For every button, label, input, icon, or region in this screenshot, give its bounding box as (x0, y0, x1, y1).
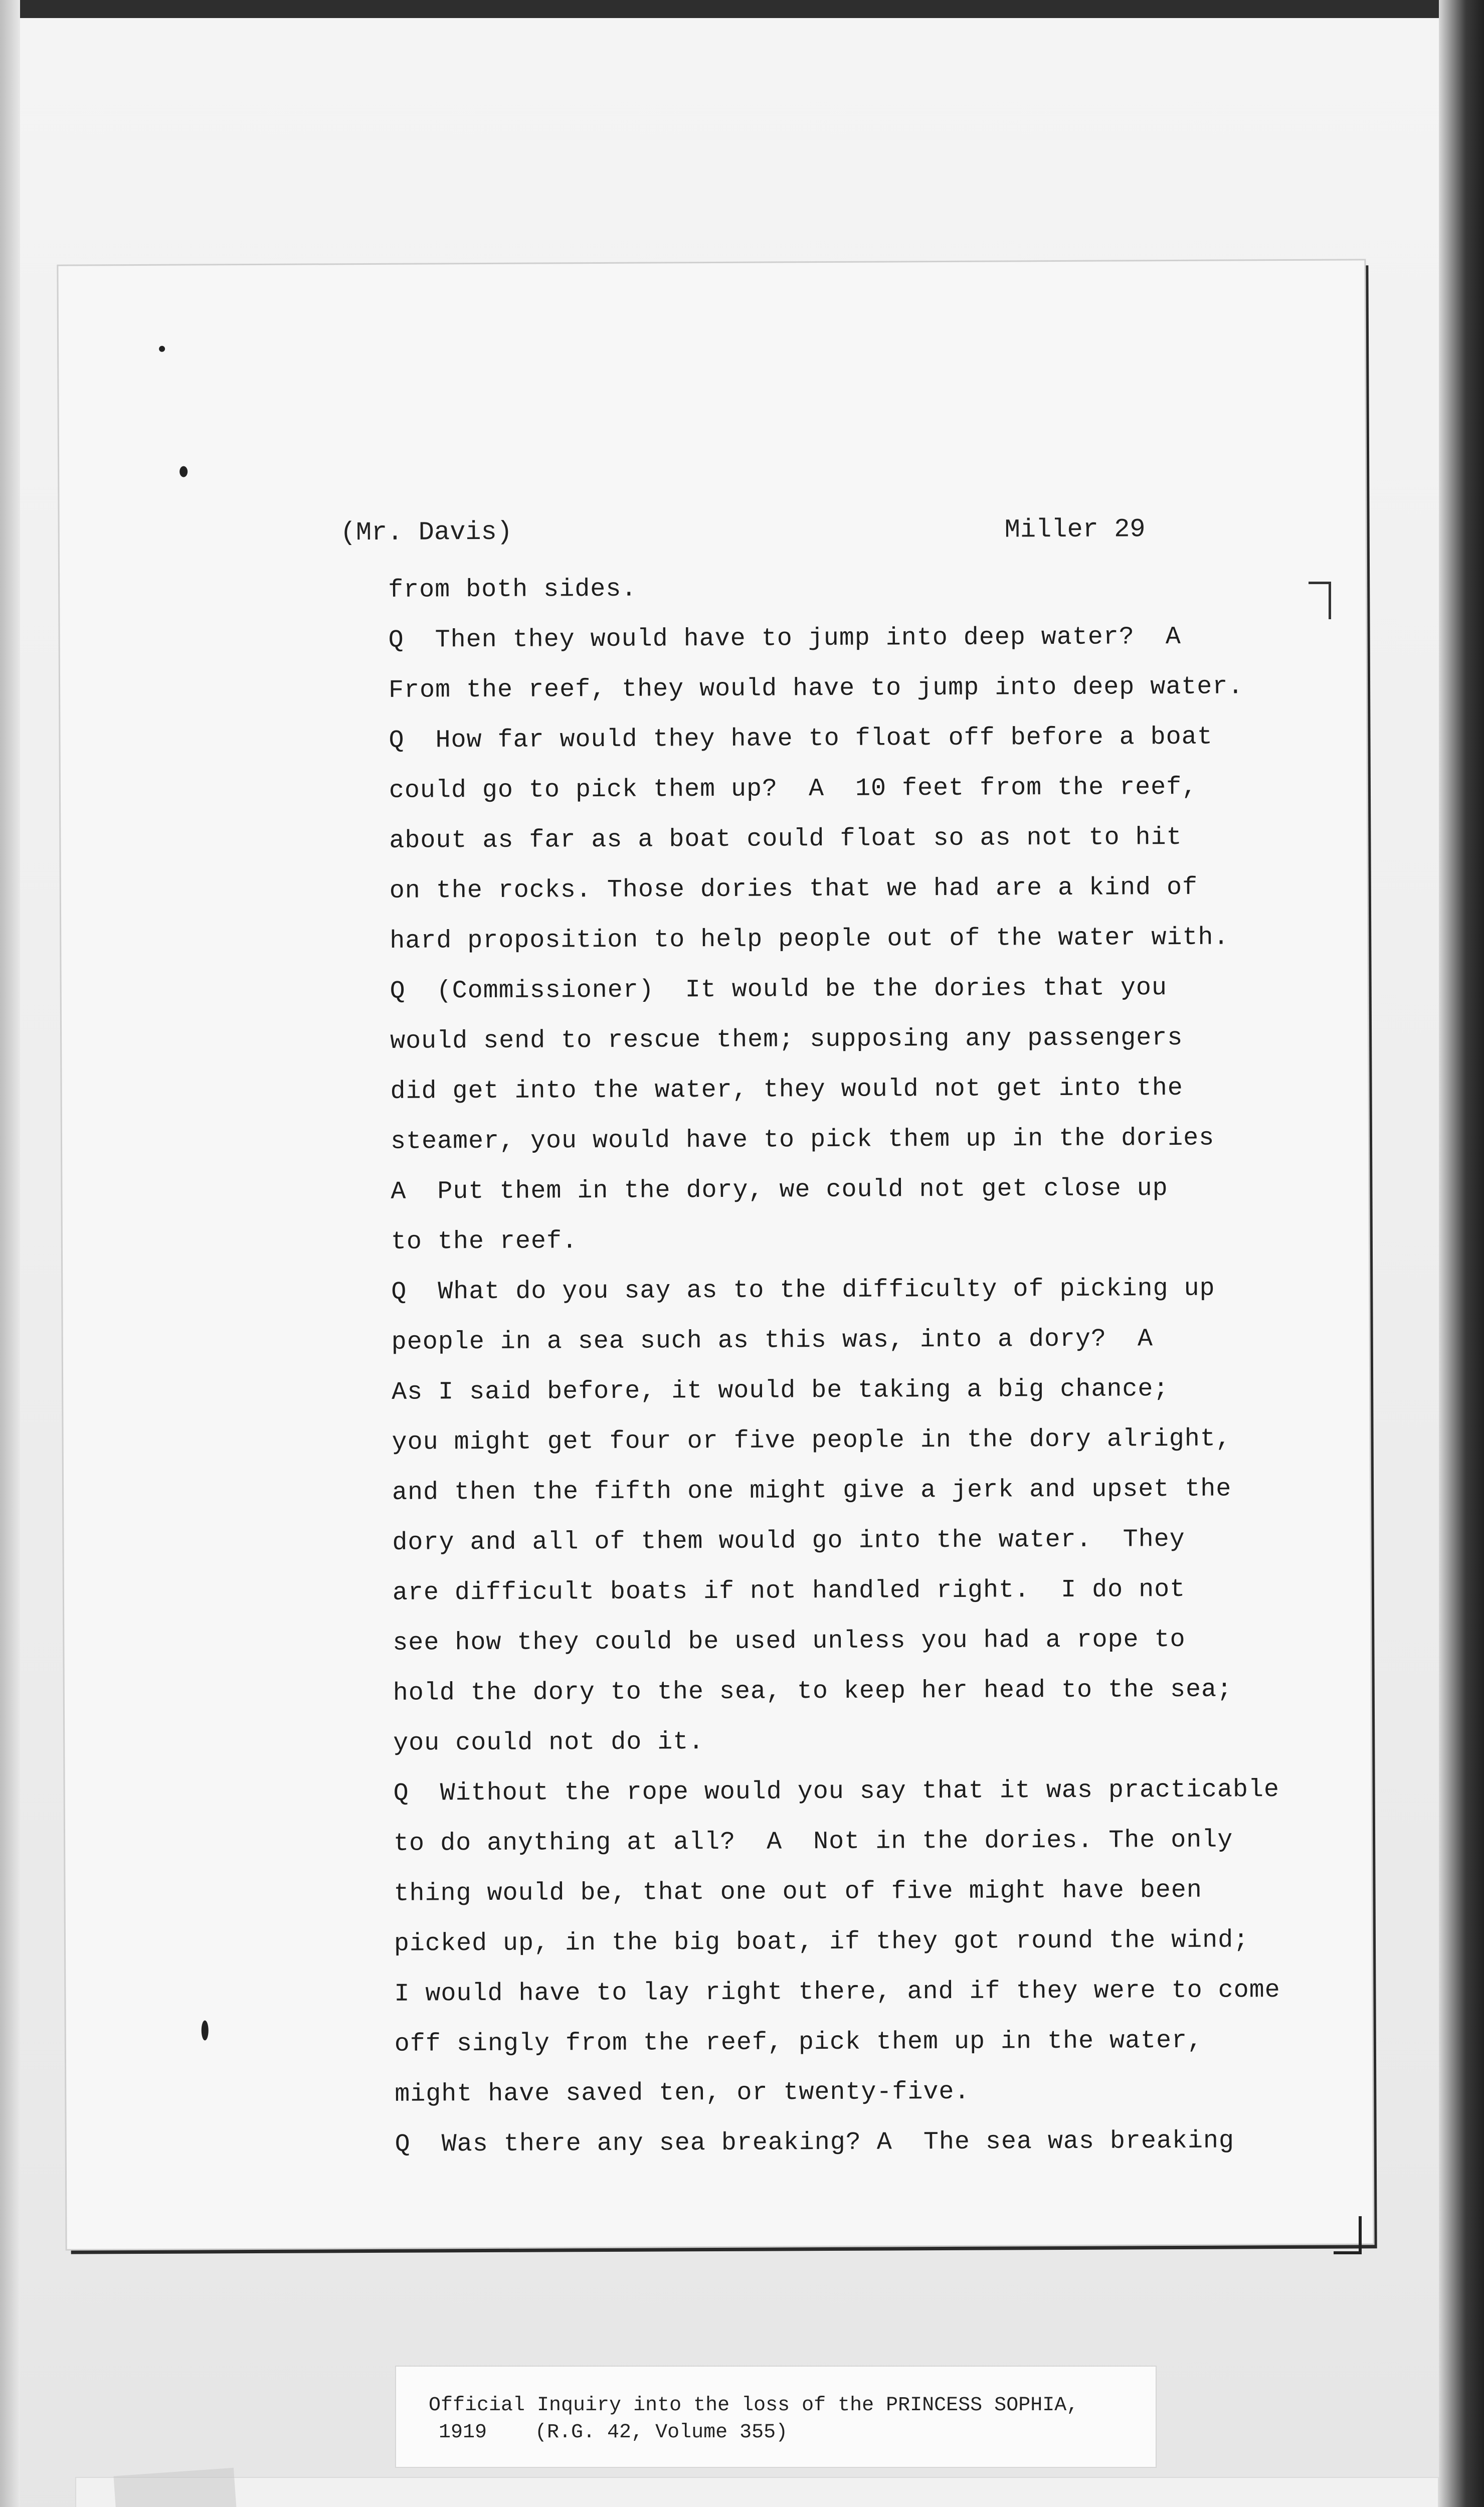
transcript-line: hard proposition to help people out of the water with. (390, 923, 1229, 956)
page-header (60, 513, 1366, 554)
archive-caption-label (396, 2367, 1156, 2467)
transcript-line: steamer, you would have to pick them up in the dories (390, 1124, 1215, 1156)
dust-speck (179, 466, 188, 477)
archives-stamp-panel (75, 2477, 1439, 2507)
transcript-line: you might get four or five people in the dory alright, (392, 1424, 1232, 1457)
transcript-line: from both sides. (388, 575, 637, 605)
transcript-line: on the rocks. Those dories that we had are a kind of (389, 873, 1198, 906)
caption-reference: 1919 (R.G. 42, Volume 355) (439, 2421, 788, 2444)
transcript-line: could go to pick them up? A 10 feet from the reef, (389, 773, 1198, 805)
transcript-line: Q (Commissioner) It would be the dories that you (390, 974, 1168, 1006)
film-top-edge (0, 0, 1484, 18)
transcript-line: people in a sea such as this was, into a dory? A (391, 1325, 1154, 1357)
transcript-line: see how they could be used unless you had a rope to (393, 1625, 1186, 1658)
transcript-line: picked up, in the big boat, if they got round the wind; (394, 1926, 1249, 1958)
transcript-line: As I said before, it would be taking a big chance; (392, 1375, 1169, 1407)
transcript-line: A Put them in the dory, we could not get close up (391, 1174, 1168, 1206)
transcript-line: to do anything at all? A Not in the dories. The only (393, 1826, 1233, 1858)
transcript-line: did get into the water, they would not get into the (390, 1073, 1183, 1106)
transcript-line: are difficult boats if not handled right. I do not (392, 1575, 1186, 1607)
transcript-line: Q Was there any sea breaking? A The sea was breaking (395, 2126, 1235, 2159)
caption-title: Official Inquiry into the loss of the PRINCESS SOPHIA, (429, 2394, 1079, 2417)
transcript-line: dory and all of them would go into the water. They (392, 1525, 1185, 1557)
transcript-line: From the reef, they would have to jump into deep water. (388, 672, 1244, 705)
transcript-line: about as far as a boat could float so as not to hit (389, 823, 1182, 855)
transcript-line: and then the fifth one might give a jerk and upset the (392, 1475, 1232, 1507)
transcript-line: might have saved ten, or twenty-five. (395, 2077, 970, 2109)
margin-bracket-mark (1309, 582, 1331, 619)
film-left-edge (0, 0, 20, 2507)
typed-page (58, 260, 1373, 2249)
transcript-line: Q Without the rope would you say that it was practicable (393, 1775, 1280, 1808)
transcript-line: to the reef. (391, 1227, 578, 1257)
dust-speck (159, 346, 165, 352)
transcript-line: Q How far would they have to float off before a boat (389, 723, 1213, 755)
transcript-line: thing would be, that one out of five might have been (394, 1876, 1202, 1908)
transcript-line: off singly from the reef, pick them up in the water, (394, 2026, 1203, 2059)
transcript-line: hold the dory to the sea, to keep her head to the sea; (393, 1675, 1233, 1708)
transcript-body (388, 560, 1484, 2170)
transcript-line: I would have to lay right there, and if they were to come (394, 1976, 1280, 2009)
transcript-line: Q What do you say as to the difficulty of picking up (391, 1274, 1215, 1307)
corner-bracket-mark (1334, 2216, 1362, 2254)
transcript-line: you could not do it. (393, 1728, 704, 1758)
header-speaker: (Mr. Davis) (340, 517, 513, 548)
dust-speck (202, 2020, 209, 2040)
header-page-number: Miller 29 (1004, 514, 1146, 545)
transcript-line: Q Then they would have to jump into deep water? A (388, 622, 1182, 655)
transcript-line: would send to rescue them; supposing any passengers (390, 1023, 1183, 1056)
